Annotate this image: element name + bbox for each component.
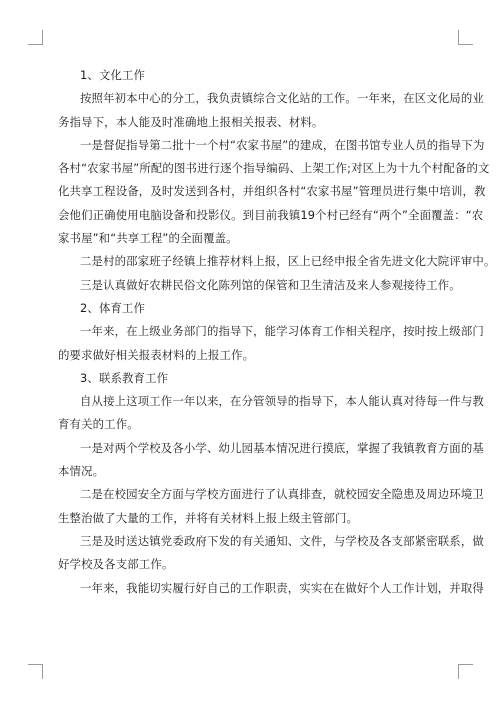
crop-mark-bottom-left (28, 664, 43, 679)
text-line: 一是督促指导第二批十一个村“农家书屋”的建成，在图书馆专业人员的指导下为 (80, 137, 485, 152)
text-line: 2、体育工作 (80, 300, 146, 315)
text-line: 会他们正确使用电脑设备和投影仪。到目前我镇19个村已经有“两个”全面覆盖：“农 (58, 207, 484, 222)
text-line: 家书屋”和“共享工程”的全面覆盖。 (58, 231, 238, 246)
text-line: 化共享工程设备，及时发送到各村，并组织各村“农家书屋”管理员进行集中培训，教 (58, 184, 486, 199)
text-line: 好学校及各支部工作。 (58, 557, 174, 572)
text-line: 三是认真做好农耕民俗文化陈列馆的保管和卫生清洁及来人参观接待工作。 (80, 277, 461, 292)
text-line: 的要求做好相关报表材料的上报工作。 (58, 347, 255, 362)
text-line: 各村“农家书屋”所配的图书进行逐个指导编码、上架工作;对区上为十九个村配备的文 (58, 161, 490, 176)
text-line: 生整治做了大量的工作，并将有关材料上报上级主管部门。 (58, 510, 359, 525)
text-line: 一是对两个学校及各小学、幼儿园基本情况进行摸底，掌握了我镇教育方面的基 (80, 440, 484, 455)
text-line: 三是及时送达镇党委政府下发的有关通知、文件，与学校及各支部紧密联系，做 (80, 533, 484, 548)
text-line: 二是村的邵家班子经镇上推荐材料上报，区上已经申报全省先进文化大院评审中。 (80, 254, 496, 269)
document-body (58, 64, 496, 600)
text-line: 3、联系教育工作 (80, 370, 169, 385)
crop-mark-bottom-right (458, 664, 473, 679)
text-line: 按照年初本中心的分工，我负责镇综合文化站的工作。一年来，在区文化局的业 (80, 91, 484, 106)
text-line: 一年来，在上级业务部门的指导下，能学习体育工作相关程序，按时按上级部门 (80, 324, 484, 339)
text-line: 育有关的工作。 (58, 417, 139, 432)
text-line: 1、文化工作 (80, 68, 146, 82)
text-line: 务指导下，本人能及时准确地上报相关报表、材料。 (58, 114, 324, 129)
crop-mark-top-right (458, 30, 473, 45)
crop-mark-top-left (28, 30, 43, 45)
text-line: 自从接上这项工作一年以来，在分管领导的指导下，本人能认真对待每一件与教 (80, 394, 484, 409)
text-line: 二是在校园安全方面与学校方面进行了认真排查，就校园安全隐患及周边环境卫 (80, 487, 484, 502)
text-line: 本情况。 (58, 464, 105, 479)
text-line: 一年来，我能切实履行好自己的工作职责，实实在在做好个人工作计划，并取得 (80, 580, 484, 595)
